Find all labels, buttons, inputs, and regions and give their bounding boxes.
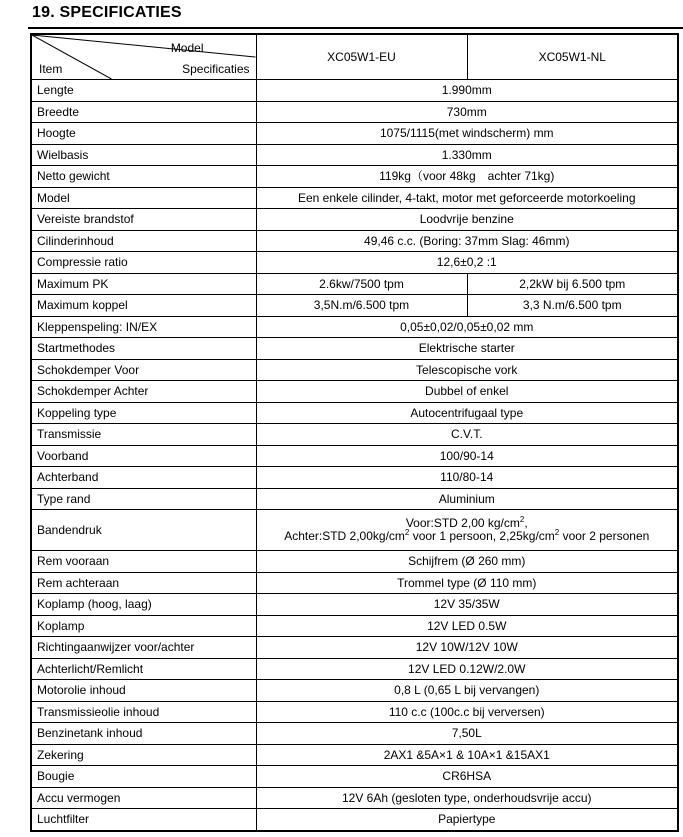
- spec-value: 12V 10W/12V 10W: [256, 637, 678, 659]
- table-row: [31, 445, 678, 467]
- table-row: [31, 615, 678, 637]
- spec-label: Kleppenspeling: IN/EX: [31, 316, 256, 338]
- spec-value: 730mm: [256, 101, 678, 123]
- table-row: [31, 209, 678, 231]
- spec-value: CR6HSA: [256, 766, 678, 788]
- pressure-rear-text: Achter:STD 2,00kg/cm: [284, 529, 405, 543]
- table-row: [31, 572, 678, 594]
- header-model-nl: XC05W1-NL: [467, 34, 678, 80]
- spec-value: 12V 6Ah (gesloten type, onderhoudsvrije accu): [256, 787, 678, 809]
- table-row: [31, 809, 678, 831]
- spec-value: Autocentrifugaal type: [256, 402, 678, 424]
- spec-value: 1.990mm: [256, 80, 678, 102]
- table-row: [31, 701, 678, 723]
- table-row: [31, 467, 678, 489]
- spec-label: Accu vermogen: [31, 787, 256, 809]
- spec-value-nl: 2,2kW bij 6.500 tpm: [467, 273, 678, 295]
- spec-value: Papiertype: [256, 809, 678, 831]
- spec-label: Cilinderinhoud: [31, 230, 256, 252]
- spec-label: Transmissieolie inhoud: [31, 701, 256, 723]
- spec-label: Luchtfilter: [31, 809, 256, 831]
- section-title: 19. SPECIFICATIES: [32, 4, 182, 21]
- spec-value: Aluminium: [256, 488, 678, 510]
- table-row: [31, 381, 678, 403]
- spec-label: Rem achteraan: [31, 572, 256, 594]
- spec-value: 110/80-14: [256, 467, 678, 489]
- spec-label: Rem vooraan: [31, 551, 256, 573]
- spec-value: Loodvrije benzine: [256, 209, 678, 231]
- spec-label: Schokdemper Voor: [31, 359, 256, 381]
- spec-label: Lengte: [31, 80, 256, 102]
- table-row: [31, 101, 678, 123]
- spec-value: 1075/1115(met windscherm) mm: [256, 123, 678, 145]
- spec-label: Breedte: [31, 101, 256, 123]
- spec-label: Model: [31, 187, 256, 209]
- title-underline: [28, 27, 683, 29]
- table-row: [31, 402, 678, 424]
- table-row: [31, 230, 678, 252]
- table-row: [31, 80, 678, 102]
- header-spec-label: Specificaties: [182, 62, 250, 76]
- table-row: [31, 424, 678, 446]
- spec-label: Compressie ratio: [31, 252, 256, 274]
- spec-label: Netto gewicht: [31, 166, 256, 188]
- spec-label: Koppeling type: [31, 402, 256, 424]
- spec-value: Trommel type (Ø 110 mm): [256, 572, 678, 594]
- spec-value: 0,05±0,02/0,05±0,02 mm: [256, 316, 678, 338]
- spec-value: 119kg（voor 48kg achter 71kg): [256, 166, 678, 188]
- table-row: [31, 144, 678, 166]
- table-row: [31, 637, 678, 659]
- header-item-label: Item: [39, 62, 63, 76]
- pressure-rear-text-2: voor 1 persoon, 2,25kg/cm: [409, 529, 555, 543]
- diagonal-header-cell: [31, 34, 256, 80]
- spec-label: Zekering: [31, 744, 256, 766]
- spec-value: [256, 510, 678, 551]
- spec-label: Motorolie inhoud: [31, 680, 256, 702]
- table-row: [31, 252, 678, 274]
- table-row: [31, 488, 678, 510]
- table-row: [31, 510, 678, 551]
- table-row: [31, 723, 678, 745]
- tyre-pressure-rear: [257, 530, 678, 543]
- spec-value: 1.330mm: [256, 144, 678, 166]
- pressure-front-text: Voor:STD 2,00 kg/cm: [405, 516, 520, 530]
- spec-label: Benzinetank inhoud: [31, 723, 256, 745]
- table-row: [31, 316, 678, 338]
- table-row: [31, 295, 678, 317]
- spec-label: Type rand: [31, 488, 256, 510]
- pressure-rear-text-3: voor 2 personen: [559, 529, 650, 543]
- spec-label: Startmethodes: [31, 338, 256, 360]
- spec-value: C.V.T.: [256, 424, 678, 446]
- table-row: [31, 766, 678, 788]
- table-row: [31, 359, 678, 381]
- spec-value-nl: 3,3 N.m/6.500 tpm: [467, 295, 678, 317]
- spec-value-eu: 3,5N.m/6.500 tpm: [256, 295, 467, 317]
- table-row: [31, 658, 678, 680]
- spec-label: Transmissie: [31, 424, 256, 446]
- spec-value: Een enkele cilinder, 4-takt, motor met geforceerde motorkoeling: [256, 187, 678, 209]
- table-row: [31, 123, 678, 145]
- spec-label: Vereiste brandstof: [31, 209, 256, 231]
- spec-value: 12V 35/35W: [256, 594, 678, 616]
- pressure-front-end: ,: [524, 516, 528, 530]
- spec-label: Hoogte: [31, 123, 256, 145]
- table-row: [31, 187, 678, 209]
- spec-value: 100/90-14: [256, 445, 678, 467]
- table-row: [31, 338, 678, 360]
- spec-value: 0,8 L (0,65 L bij vervangen): [256, 680, 678, 702]
- spec-label: Koplamp (hoog, laag): [31, 594, 256, 616]
- spec-value: 49,46 c.c. (Boring: 37mm Slag: 46mm): [256, 230, 678, 252]
- spec-value: 110 c.c (100c.c bij verversen): [256, 701, 678, 723]
- spec-value-eu: 2.6kw/7500 tpm: [256, 273, 467, 295]
- table-row: [31, 787, 678, 809]
- spec-label: Achterlicht/Remlicht: [31, 658, 256, 680]
- spec-value: Dubbel of enkel: [256, 381, 678, 403]
- table-row: [31, 551, 678, 573]
- spec-value: Telescopische vork: [256, 359, 678, 381]
- spec-label: Achterband: [31, 467, 256, 489]
- table-row: [31, 166, 678, 188]
- spec-label: Koplamp: [31, 615, 256, 637]
- spec-value: 12V LED 0.5W: [256, 615, 678, 637]
- spec-value: 12,6±0,2 :1: [256, 252, 678, 274]
- spec-value: 7,50L: [256, 723, 678, 745]
- table-header-row: [31, 34, 678, 80]
- table-row: [31, 594, 678, 616]
- spec-label: Bougie: [31, 766, 256, 788]
- spec-value: Elektrische starter: [256, 338, 678, 360]
- spec-label: Wielbasis: [31, 144, 256, 166]
- spec-label: Voorband: [31, 445, 256, 467]
- spec-label: Richtingaanwijzer voor/achter: [31, 637, 256, 659]
- table-row: [31, 680, 678, 702]
- table-row: [31, 273, 678, 295]
- spec-value: Schijfrem (Ø 260 mm): [256, 551, 678, 573]
- spec-label: Bandendruk: [31, 510, 256, 551]
- table-row: [31, 744, 678, 766]
- spec-value: 12V LED 0.12W/2.0W: [256, 658, 678, 680]
- superscript: 2: [554, 528, 560, 537]
- spec-label: Maximum koppel: [31, 295, 256, 317]
- header-model-eu: XC05W1-EU: [256, 34, 467, 80]
- superscript: 2: [519, 515, 525, 524]
- superscript: 2: [404, 528, 410, 537]
- spec-value: 2AX1 &5A×1 & 10A×1 &15AX1: [256, 744, 678, 766]
- spec-label: Maximum PK: [31, 273, 256, 295]
- spec-label: Schokdemper Achter: [31, 381, 256, 403]
- specifications-table: [30, 33, 679, 832]
- header-model-label: Model: [170, 41, 204, 55]
